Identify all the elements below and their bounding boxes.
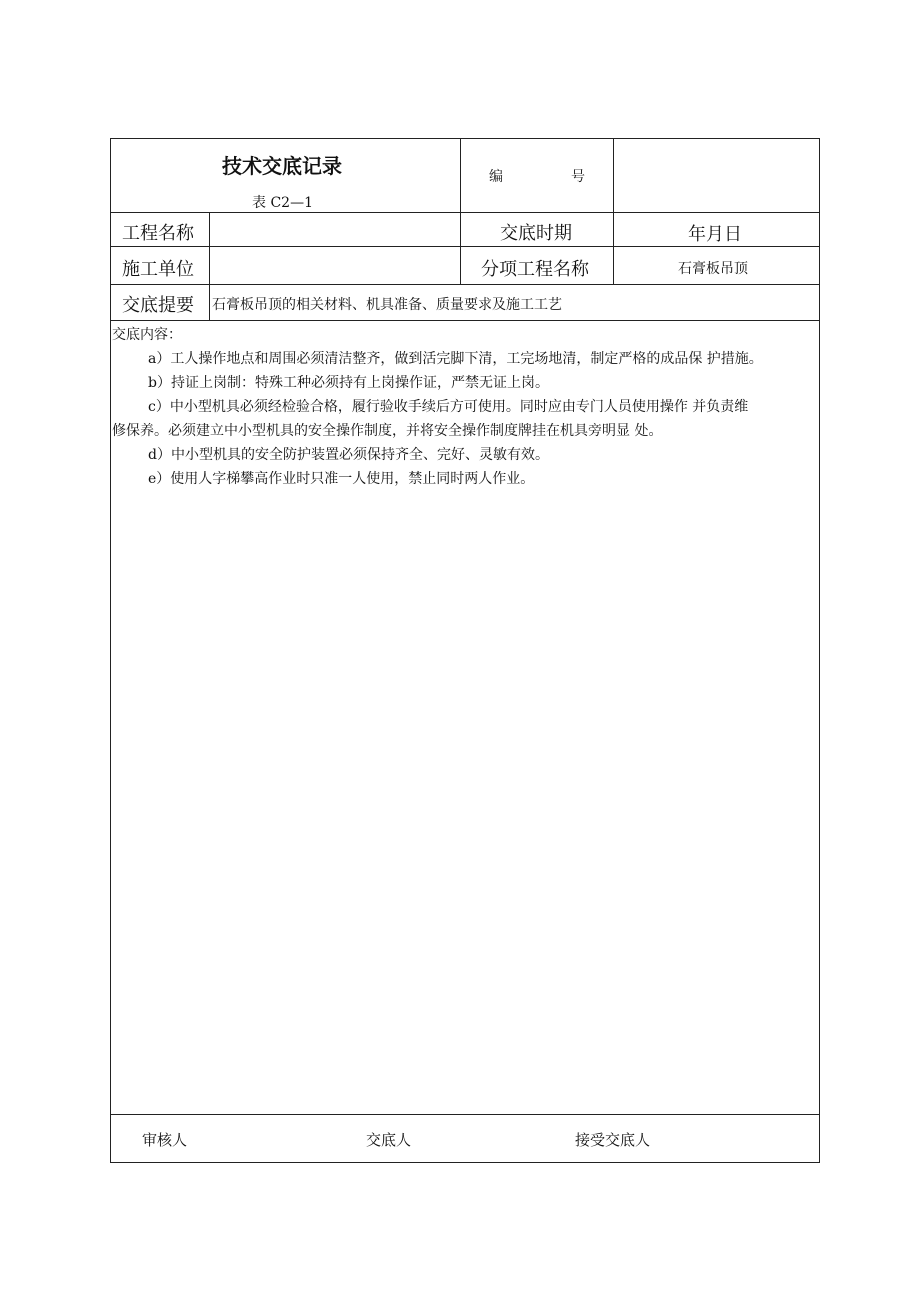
number-label: 编 号 bbox=[489, 169, 585, 185]
date-label: 交底时期 bbox=[500, 223, 572, 244]
reviewer-label: 审核人 bbox=[142, 1131, 188, 1149]
content-heading: 交底内容： bbox=[112, 327, 182, 343]
row-divider bbox=[110, 1114, 820, 1115]
content-item-c: c）中小型机具必须经检验合格，履行验收手续后方可使用。同时应由专门人员使用操作 并负责维 bbox=[148, 399, 749, 415]
content-item-c-cont: 修保养。必须建立中小型机具的安全操作制度，并将安全操作制度牌挂在机具旁明显 处。 bbox=[112, 423, 663, 439]
form-code: 表 C2—1 bbox=[252, 195, 313, 211]
content-item-e: e）使用人字梯攀高作业时只准一人使用，禁止同时两人作业。 bbox=[148, 471, 535, 487]
content-item-d: d）中小型机具的安全防护装置必须保持齐全、完好、灵敏有效。 bbox=[148, 447, 549, 463]
unit-label: 施工单位 bbox=[122, 259, 194, 280]
summary-value[interactable]: 石膏板吊顶的相关材料、机具准备、质量要求及施工工艺 bbox=[212, 297, 562, 313]
form-title: 技术交底记录 bbox=[222, 154, 342, 178]
col-divider bbox=[209, 212, 210, 320]
subproject-label: 分项工程名称 bbox=[481, 259, 589, 280]
row-divider bbox=[110, 212, 820, 213]
subproject-value[interactable]: 石膏板吊顶 bbox=[678, 261, 748, 277]
receiver-label: 接受交底人 bbox=[575, 1131, 651, 1149]
content-item-a: a）工人操作地点和周围必须清洁整齐，做到活完脚下清，工完场地清，制定严格的成品保 护措施。 bbox=[148, 351, 763, 367]
discloser-label: 交底人 bbox=[366, 1131, 412, 1149]
col-divider bbox=[613, 138, 614, 284]
disclosure-content bbox=[112, 323, 818, 491]
project-name-label: 工程名称 bbox=[122, 223, 194, 244]
row-divider bbox=[110, 246, 820, 247]
row-divider bbox=[110, 320, 820, 321]
content-item-b: b）持证上岗制：特殊工种必须持有上岗操作证，严禁无证上岗。 bbox=[148, 375, 549, 391]
summary-label: 交底提要 bbox=[122, 295, 194, 316]
form-frame bbox=[110, 138, 820, 1163]
col-divider bbox=[460, 138, 461, 284]
date-value[interactable]: 年月日 bbox=[688, 224, 742, 245]
row-divider bbox=[110, 284, 820, 285]
